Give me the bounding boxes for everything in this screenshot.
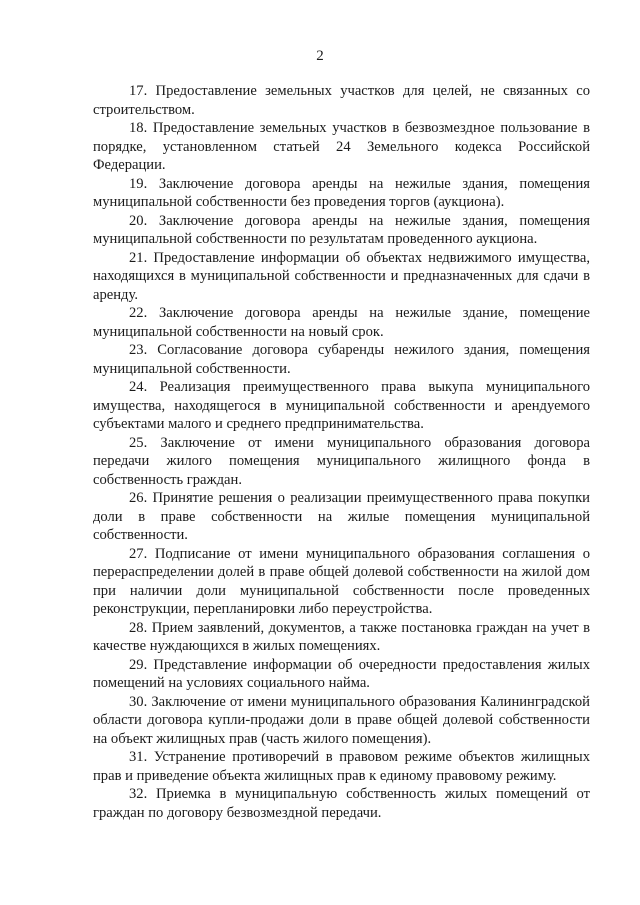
page-number: 2 [316, 48, 324, 64]
list-item-31: 31. Устранение противоречий в правовом режиме объектов жилищных прав и приведение объекта жилищных прав к единому правовому режиму. [93, 749, 590, 784]
list-item-23: 23. Согласование договора субаренды нежилого здания, помещения муниципальной собственности. [93, 342, 590, 377]
document-body [93, 82, 590, 822]
list-item-24: 24. Реализация преимущественного права выкупа муниципального имущества, находящегося в муниципальной собственности и арендуемого субъектами малого и среднего предпринимательства. [93, 379, 590, 432]
list-item-25: 25. Заключение от имени муниципального образования договора передачи жилого помещения муниципального жилищного фонда в собственность граждан. [93, 434, 590, 488]
list-item-19: 19. Заключение договора аренды на нежилые здания, помещения муниципальной собственности без проведения торгов (аукциона). [93, 175, 590, 210]
list-item-32: 32. Приемка в муниципальную собственность жилых помещений от граждан по договору безвозмездной передачи. [93, 786, 590, 821]
list-item-20: 20. Заключение договора аренды на нежилые здания, помещения муниципальной собственности по результатам проведенного аукциона. [93, 212, 590, 247]
list-item-27: 27. Подписание от имени муниципального образования соглашения о перераспределении долей в праве общей долевой собственности на жилой дом при наличии доли муниципальной собственности после проведенных реконструкции, перепланировки либо переустройства. [93, 545, 590, 617]
list-item-21: 21. Предоставление информации об объектах недвижимого имущества, находящихся в муниципальной собственности и предназначенных для сдачи в аренду. [93, 249, 590, 303]
list-item-29: 29. Представление информации об очередности предоставления жилых помещений на условиях социального найма. [93, 656, 590, 691]
list-item-22: 22. Заключение договора аренды на нежилые здание, помещение муниципальной собственности на новый срок. [93, 305, 590, 340]
list-item-30: 30. Заключение от имени муниципального образования Калининградской области договора купли-продажи доли в праве общей долевой собственности на объект жилищных прав (часть жилого помещения). [93, 693, 590, 747]
list-item-26: 26. Принятие решения о реализации преимущественного права покупки доли в праве собственности на жилые помещения муниципальной собственности. [93, 490, 590, 543]
list-item-28: 28. Прием заявлений, документов, а также постановка граждан на учет в качестве нуждающихся в жилых помещениях. [93, 619, 590, 654]
list-item-17: 17. Предоставление земельных участков для целей, не связанных со строительством. [93, 83, 590, 118]
list-item-18: 18. Предоставление земельных участков в безвозмездное пользование в порядке, установленном статьей 24 Земельного кодекса Российской Федерации. [93, 120, 590, 173]
